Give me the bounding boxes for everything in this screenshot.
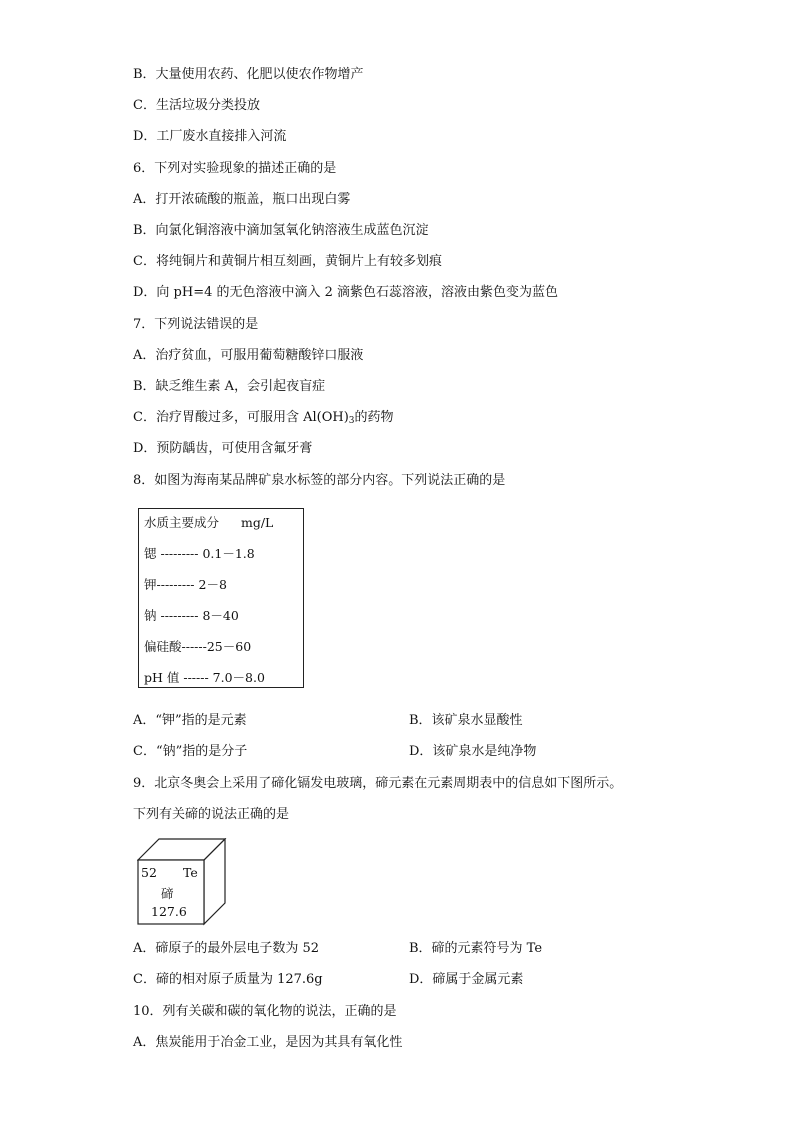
q8-option-c: C．“钠”指的是分子 — [133, 744, 248, 759]
q7-option-d: D．预防龋齿，可使用含氟牙膏 — [133, 441, 313, 456]
element-symbol: Te — [183, 865, 198, 880]
q10-option-a: A．焦炭能用于冶金工业，是因为其具有氧化性 — [133, 1035, 403, 1050]
label-header — [144, 513, 273, 531]
q6-option-a: A．打开浓硫酸的瓶盖，瓶口出现白雾 — [133, 192, 351, 207]
q7-option-c-text: C．治疗胃酸过多，可服用含 Al(OH) — [133, 410, 349, 425]
q7-stem: 7．下列说法错误的是 — [133, 317, 259, 332]
label-row-potassium: 钾--------- 2－8 — [144, 577, 227, 592]
q6-option-c: C．将纯铜片和黄铜片相互刻画，黄铜片上有较多划痕 — [133, 254, 442, 269]
label-row-strontium: 锶 --------- 0.1－1.8 — [144, 546, 255, 561]
q6-option-d: D．向 pH=4 的无色溶液中滴入 2 滴紫色石蕊溶液，溶液由紫色变为蓝色 — [133, 285, 559, 300]
label-row-ph: pH 值 ------ 7.0－8.0 — [144, 670, 265, 685]
mineral-water-label — [138, 508, 304, 688]
q9-stem-line1: 9．北京冬奥会上采用了碲化镉发电玻璃，碲元素在元素周期表中的信息如下图所示。 — [133, 776, 623, 791]
q5-option-b: B．大量使用农药、化肥以使农作物增产 — [133, 67, 364, 82]
q5-option-c: C．生活垃圾分类投放 — [133, 98, 260, 113]
q9-option-d: D．碲属于金属元素 — [409, 972, 524, 987]
q8-option-a: A．“钾”指的是元素 — [133, 713, 247, 728]
q9-option-c: C．碲的相对原子质量为 127.6g — [133, 972, 323, 987]
atomic-mass: 127.6 — [151, 904, 187, 919]
q6-stem: 6．下列对实验现象的描述正确的是 — [133, 161, 337, 176]
atomic-number: 52 — [141, 865, 157, 880]
q8-stem: 8．如图为海南某品牌矿泉水标签的部分内容。下列说法正确的是 — [133, 473, 506, 488]
periodic-table-cell-tellurium — [137, 838, 229, 926]
element-name: 碲 — [161, 886, 174, 901]
q5-option-d: D．工厂废水直接排入河流 — [133, 129, 287, 144]
q7-option-c-subscript: 3 — [348, 416, 355, 426]
label-header-unit: mg/L — [240, 515, 274, 530]
q9-stem-line2: 下列有关碲的说法正确的是 — [133, 807, 290, 822]
q8-option-b: B．该矿泉水显酸性 — [409, 713, 523, 728]
q6-option-b: B．向氯化铜溶液中滴加氢氧化钠溶液生成蓝色沉淀 — [133, 223, 429, 238]
q10-stem: 10．列有关碳和碳的氧化物的说法，正确的是 — [133, 1004, 397, 1019]
q7-option-c — [133, 409, 394, 430]
q7-option-a: A．治疗贫血，可服用葡萄糖酸锌口服液 — [133, 348, 364, 363]
q9-option-b: B．碲的元素符号为 Te — [409, 941, 543, 956]
q9-option-a: A．碲原子的最外层电子数为 52 — [133, 941, 320, 956]
q7-option-b: B．缺乏维生素 A，会引起夜盲症 — [133, 379, 326, 394]
q7-option-c-tail: 的药物 — [354, 410, 394, 425]
label-row-metasilicic-acid: 偏硅酸------25－60 — [144, 639, 252, 654]
label-row-sodium: 钠 --------- 8－40 — [144, 608, 239, 623]
q8-option-d: D．该矿泉水是纯净物 — [409, 744, 537, 759]
label-header-title: 水质主要成分 — [144, 515, 220, 530]
